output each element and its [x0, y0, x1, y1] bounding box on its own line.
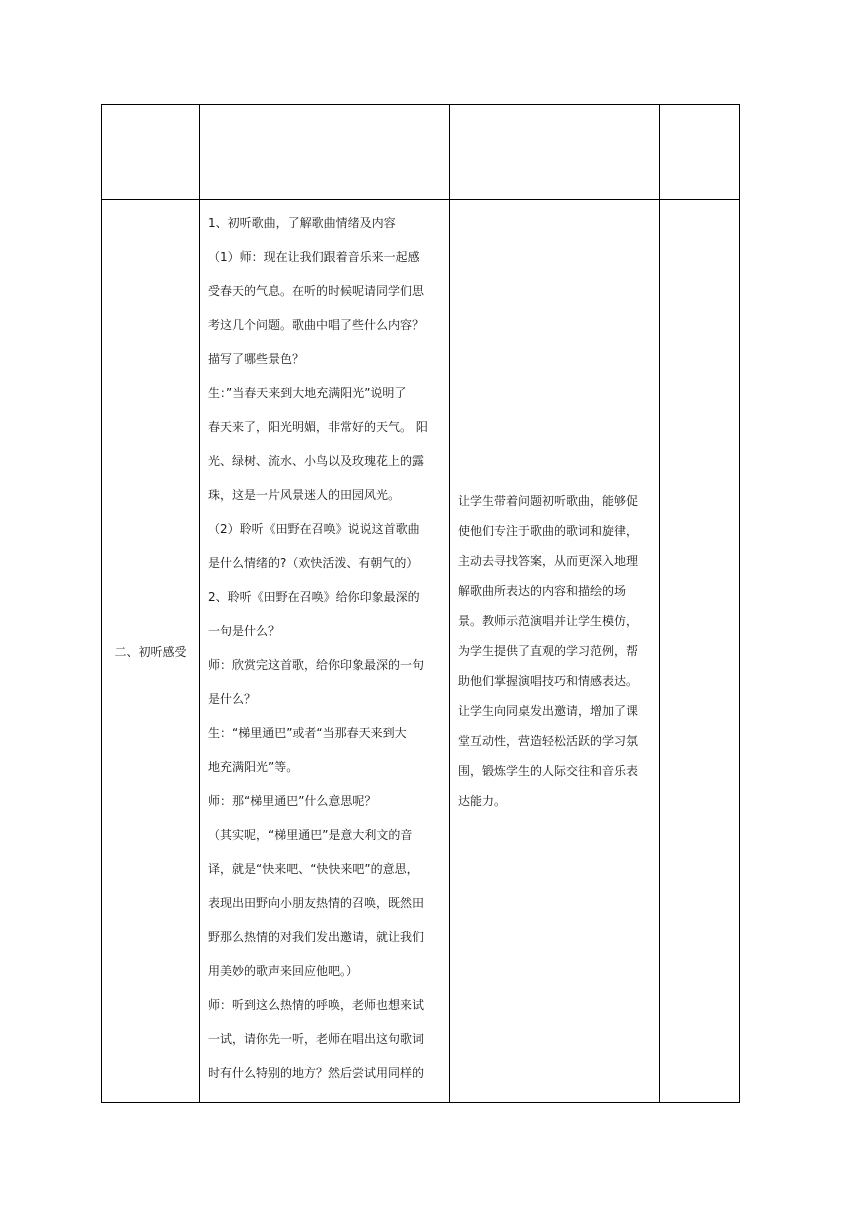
- text-line: 助他们掌握演唱技巧和情感表达。: [458, 674, 639, 688]
- text-line: 译，就是“快来吧、“快快来吧”的意思，: [208, 862, 419, 876]
- process-text: [200, 200, 449, 1090]
- empty-cell: [102, 105, 200, 200]
- empty-cell: [660, 105, 740, 200]
- text-line: 景。教师示范演唱并让学生模仿，: [458, 614, 639, 628]
- text-line: 生：“梯里通巴”或者“当那春天来到大: [208, 726, 407, 740]
- text-line: 2、聆听《田野在召唤》给你印象最深的: [208, 590, 420, 604]
- text-line: 为学生提供了直观的学习范例，帮: [458, 644, 639, 658]
- text-line: 师：听到这么热情的呼唤，老师也想来试: [208, 998, 425, 1012]
- text-line: 让学生向同桌发出邀请，增加了课: [458, 704, 639, 718]
- text-line: 春天来了，阳光明媚，非常好的天气。 阳: [208, 420, 428, 434]
- text-line: 光、绿树、流水、小鸟以及玫瑰花上的露: [208, 454, 425, 468]
- text-line: 地充满阳光”等。: [208, 760, 299, 774]
- text-line: （其实呢，“梯里通巴”是意大利文的音: [208, 828, 413, 842]
- text-line: 是什么情绪的?（欢快活泼、有朝气的）: [208, 556, 419, 570]
- text-line: 师：那“梯里通巴”什么意思呢？: [208, 794, 377, 808]
- design-intent-text: [450, 486, 659, 816]
- text-line: 时有什么特别的地方？然后尝试用同样的: [208, 1066, 425, 1080]
- text-line: 一句是什么？: [208, 624, 281, 638]
- text-line: 描写了哪些景色？: [208, 352, 305, 366]
- text-line: 是什么？: [208, 692, 257, 706]
- empty-cell: [200, 105, 450, 200]
- table-row: [102, 200, 740, 1103]
- text-line: 生：”当春天来到大地充满阳光”说明了: [208, 386, 407, 400]
- text-line: 围，锻炼学生的人际交往和音乐表: [458, 764, 639, 778]
- text-line: 师：欣赏完这首歌，给你印象最深的一句: [208, 658, 425, 672]
- text-line: 使他们专注于歌曲的歌词和旋律，: [458, 524, 639, 538]
- text-line: 主动去寻找答案，从而更深入地理: [458, 554, 639, 568]
- text-line: 堂互动性，营造轻松活跃的学习氛: [458, 734, 639, 748]
- text-line: 用美妙的歌声来回应他吧。）: [208, 964, 359, 978]
- text-line: 解歌曲所表达的内容和描绘的场: [458, 584, 627, 598]
- text-line: 1、初听歌曲，了解歌曲情绪及内容: [208, 216, 396, 230]
- process-cell: [200, 200, 450, 1103]
- stage-cell: [102, 200, 200, 1103]
- empty-cell: [660, 200, 740, 1103]
- design-intent-cell: [450, 200, 660, 1103]
- text-line: 受春天的气息。在听的时候呢请同学们思: [208, 284, 425, 298]
- text-line: 珠，这是一片风景迷人的田园风光。: [208, 488, 401, 502]
- lesson-plan-table: [101, 104, 740, 1103]
- text-line: 达能力。: [458, 794, 507, 808]
- text-line: （1）师：现在让我们跟着音乐来一起感: [208, 250, 420, 264]
- text-line: 让学生带着问题初听歌曲，能够促: [458, 494, 639, 508]
- text-line: 表现出田野向小朋友热情的召唤，既然田: [208, 896, 425, 910]
- stage-label: 二、初听感受: [114, 644, 187, 659]
- text-line: 野那么热情的对我们发出邀请，就让我们: [208, 930, 425, 944]
- table-row: [102, 105, 740, 200]
- text-line: 一试，请你先一听，老师在唱出这句歌词: [208, 1032, 425, 1046]
- empty-cell: [450, 105, 660, 200]
- text-line: 考这几个问题。歌曲中唱了些什么内容？: [208, 318, 425, 332]
- text-line: （2）聆听《田野在召唤》说说这首歌曲: [208, 522, 420, 536]
